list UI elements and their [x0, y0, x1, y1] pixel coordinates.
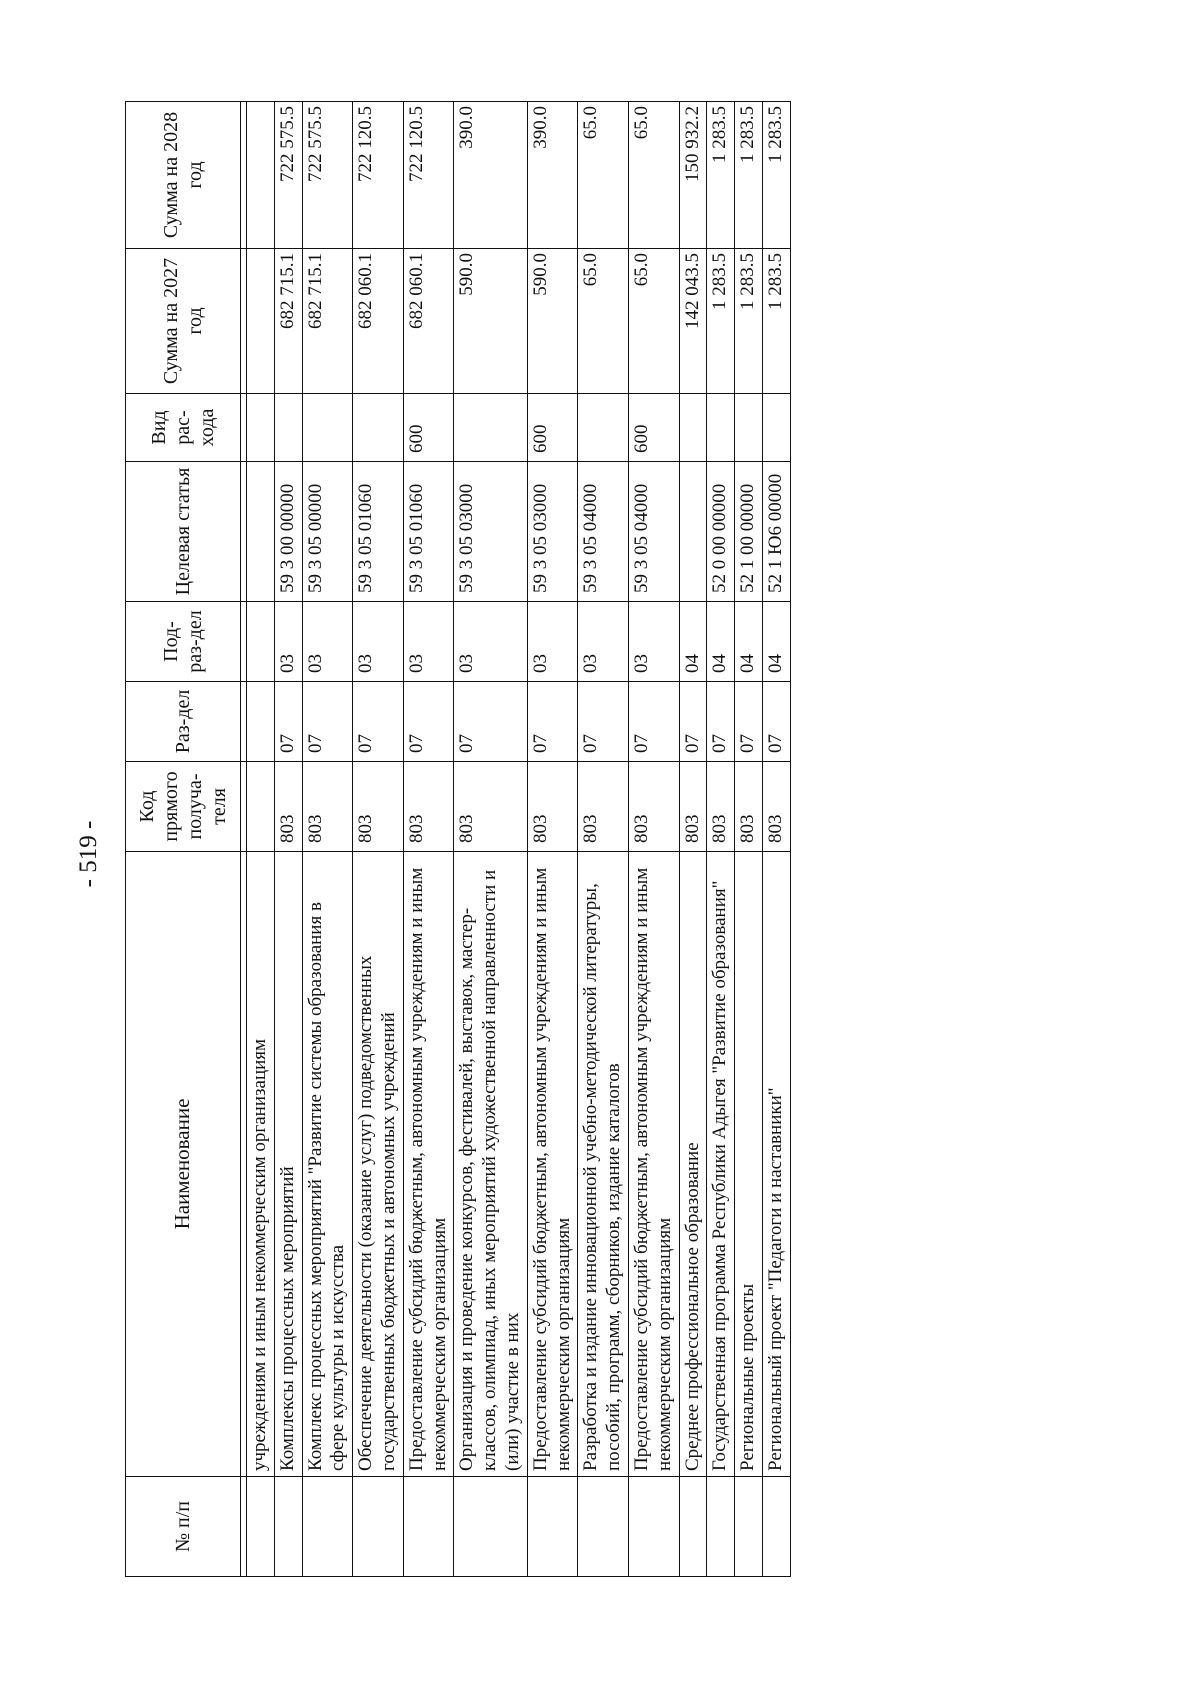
cell-section: 07: [762, 682, 790, 762]
cell-subsection: 03: [302, 602, 353, 682]
cell-target: [679, 462, 707, 602]
cell-target: [247, 462, 275, 602]
cell-section: 07: [454, 682, 527, 762]
cell-sum-2028: 65.0: [628, 102, 679, 249]
table-row: [247, 102, 275, 1577]
cell-recipient: 803: [628, 762, 679, 852]
table-row: [679, 102, 707, 1577]
cell-target: 52 1 Ю6 00000: [762, 462, 790, 602]
cell-subsection: [247, 602, 275, 682]
cell-name: Государственная программа Республики Адыгея "Развитие образования": [707, 852, 735, 1477]
cell-subsection: 04: [735, 602, 763, 682]
cell-section: [247, 682, 275, 762]
cell-num: [274, 1477, 302, 1577]
header-sum-2027: Сумма на 2027 год: [126, 249, 241, 394]
cell-section: 07: [679, 682, 707, 762]
cell-target: 59 3 05 04000: [628, 462, 679, 602]
cell-recipient: 803: [274, 762, 302, 852]
cell-sum-2028: 722 120.5: [353, 102, 404, 249]
cell-recipient: 803: [679, 762, 707, 852]
page-number: - 519 -: [75, 820, 102, 888]
cell-sum-2028: 1 283.5: [735, 102, 763, 249]
cell-target: 52 0 00 00000: [707, 462, 735, 602]
cell-num: [762, 1477, 790, 1577]
cell-num: [454, 1477, 527, 1577]
cell-expense-type: 600: [403, 394, 454, 462]
cell-expense-type: [247, 394, 275, 462]
cell-recipient: 803: [707, 762, 735, 852]
cell-num: [707, 1477, 735, 1577]
table-row: [454, 102, 527, 1577]
cell-name: учреждениям и иным некоммерческим организациям: [247, 852, 275, 1477]
header-expense-type: Вид рас-хода: [126, 394, 241, 462]
cell-sum-2027: 590.0: [527, 249, 578, 394]
cell-expense-type: [735, 394, 763, 462]
cell-name: Региональный проект "Педагоги и наставники": [762, 852, 790, 1477]
cell-num: [302, 1477, 353, 1577]
cell-sum-2027: 682 715.1: [302, 249, 353, 394]
cell-section: 07: [707, 682, 735, 762]
cell-recipient: 803: [735, 762, 763, 852]
cell-sum-2028: 65.0: [578, 102, 629, 249]
cell-target: 59 3 05 01060: [353, 462, 404, 602]
cell-name: Организация и проведение конкурсов, фестивалей, выставок, мастер-классов, олимпиад, иных мероприятий художественной направленности и (или) участие в них: [454, 852, 527, 1477]
cell-expense-type: [353, 394, 404, 462]
cell-sum-2028: [247, 102, 275, 249]
cell-expense-type: [707, 394, 735, 462]
cell-subsection: 03: [628, 602, 679, 682]
cell-subsection: 04: [707, 602, 735, 682]
cell-section: 07: [735, 682, 763, 762]
table-row: [302, 102, 353, 1577]
cell-name: Разработка и издание инновационной учебно-методической литературы, пособий, программ, сборников, издание каталогов: [578, 852, 629, 1477]
cell-sum-2027: 682 060.1: [403, 249, 454, 394]
cell-sum-2027: 682 715.1: [274, 249, 302, 394]
cell-recipient: 803: [762, 762, 790, 852]
cell-subsection: 03: [353, 602, 404, 682]
cell-num: [628, 1477, 679, 1577]
cell-expense-type: [679, 394, 707, 462]
cell-sum-2028: 722 575.5: [274, 102, 302, 249]
cell-section: 07: [302, 682, 353, 762]
cell-subsection: 04: [679, 602, 707, 682]
cell-sum-2028: 390.0: [454, 102, 527, 249]
cell-name: Комплексы процессных мероприятий: [274, 852, 302, 1477]
header-target: Целевая статья: [126, 462, 241, 602]
cell-target: 59 3 05 04000: [578, 462, 629, 602]
table-row: [578, 102, 629, 1577]
cell-target: 59 3 00 00000: [274, 462, 302, 602]
cell-expense-type: [762, 394, 790, 462]
cell-num: [527, 1477, 578, 1577]
table-row: [762, 102, 790, 1577]
header-subsection: Под-раз-дел: [126, 602, 241, 682]
cell-sum-2027: 682 060.1: [353, 249, 404, 394]
cell-name: Предоставление субсидий бюджетным, автономным учреждениям и иным некоммерческим организациям: [403, 852, 454, 1477]
header-recipient: Код прямого получа-теля: [126, 762, 241, 852]
cell-recipient: 803: [403, 762, 454, 852]
cell-num: [353, 1477, 404, 1577]
table-row: [353, 102, 404, 1577]
cell-subsection: 03: [527, 602, 578, 682]
cell-section: 07: [403, 682, 454, 762]
cell-expense-type: [302, 394, 353, 462]
cell-num: [247, 1477, 275, 1577]
cell-subsection: 03: [578, 602, 629, 682]
cell-name: Среднее профессиональное образование: [679, 852, 707, 1477]
cell-sum-2027: [247, 249, 275, 394]
cell-expense-type: [454, 394, 527, 462]
header-section: Раз-дел: [126, 682, 241, 762]
cell-target: 59 3 05 03000: [454, 462, 527, 602]
cell-num: [679, 1477, 707, 1577]
cell-num: [735, 1477, 763, 1577]
header-sum-2028: Сумма на 2028 год: [126, 102, 241, 249]
cell-sum-2027: 65.0: [628, 249, 679, 394]
cell-num: [403, 1477, 454, 1577]
cell-section: 07: [628, 682, 679, 762]
cell-sum-2027: 142 043.5: [679, 249, 707, 394]
cell-subsection: 03: [274, 602, 302, 682]
cell-sum-2027: 65.0: [578, 249, 629, 394]
header-name: Наименование: [126, 852, 241, 1477]
cell-name: Комплекс процессных мероприятий "Развитие системы образования в сфере культуры и искусства: [302, 852, 353, 1477]
budget-table: [125, 101, 791, 1577]
cell-target: 59 3 05 01060: [403, 462, 454, 602]
cell-subsection: 03: [454, 602, 527, 682]
cell-sum-2028: 1 283.5: [707, 102, 735, 249]
table-row: [735, 102, 763, 1577]
cell-recipient: [247, 762, 275, 852]
cell-name: Предоставление субсидий бюджетным, автономным учреждениям и иным некоммерческим организациям: [628, 852, 679, 1477]
cell-target: 59 3 05 00000: [302, 462, 353, 602]
table-row: [274, 102, 302, 1577]
cell-subsection: 04: [762, 602, 790, 682]
cell-subsection: 03: [403, 602, 454, 682]
cell-recipient: 803: [454, 762, 527, 852]
table-row: [403, 102, 454, 1577]
table-row: [527, 102, 578, 1577]
cell-sum-2028: 150 932.2: [679, 102, 707, 249]
cell-sum-2027: 1 283.5: [762, 249, 790, 394]
cell-recipient: 803: [578, 762, 629, 852]
cell-name: Региональные проекты: [735, 852, 763, 1477]
cell-target: 59 3 05 03000: [527, 462, 578, 602]
cell-sum-2028: 390.0: [527, 102, 578, 249]
cell-recipient: 803: [302, 762, 353, 852]
cell-section: 07: [578, 682, 629, 762]
cell-section: 07: [274, 682, 302, 762]
cell-section: 07: [527, 682, 578, 762]
cell-name: Предоставление субсидий бюджетным, автономным учреждениям и иным некоммерческим организациям: [527, 852, 578, 1477]
cell-sum-2028: 722 575.5: [302, 102, 353, 249]
cell-sum-2028: 1 283.5: [762, 102, 790, 249]
cell-sum-2028: 722 120.5: [403, 102, 454, 249]
cell-expense-type: 600: [628, 394, 679, 462]
table-row: [628, 102, 679, 1577]
cell-sum-2027: 590.0: [454, 249, 527, 394]
cell-recipient: 803: [527, 762, 578, 852]
header-num: № п/п: [126, 1477, 241, 1577]
cell-section: 07: [353, 682, 404, 762]
cell-sum-2027: 1 283.5: [707, 249, 735, 394]
cell-expense-type: 600: [527, 394, 578, 462]
cell-name: Обеспечение деятельности (оказание услуг) подведомственных государственных бюджетных и автономных учреждений: [353, 852, 404, 1477]
table-row: [707, 102, 735, 1577]
table-header-row: [126, 102, 241, 1577]
cell-num: [578, 1477, 629, 1577]
cell-recipient: 803: [353, 762, 404, 852]
cell-sum-2027: 1 283.5: [735, 249, 763, 394]
cell-expense-type: [578, 394, 629, 462]
cell-expense-type: [274, 394, 302, 462]
cell-target: 52 1 00 00000: [735, 462, 763, 602]
